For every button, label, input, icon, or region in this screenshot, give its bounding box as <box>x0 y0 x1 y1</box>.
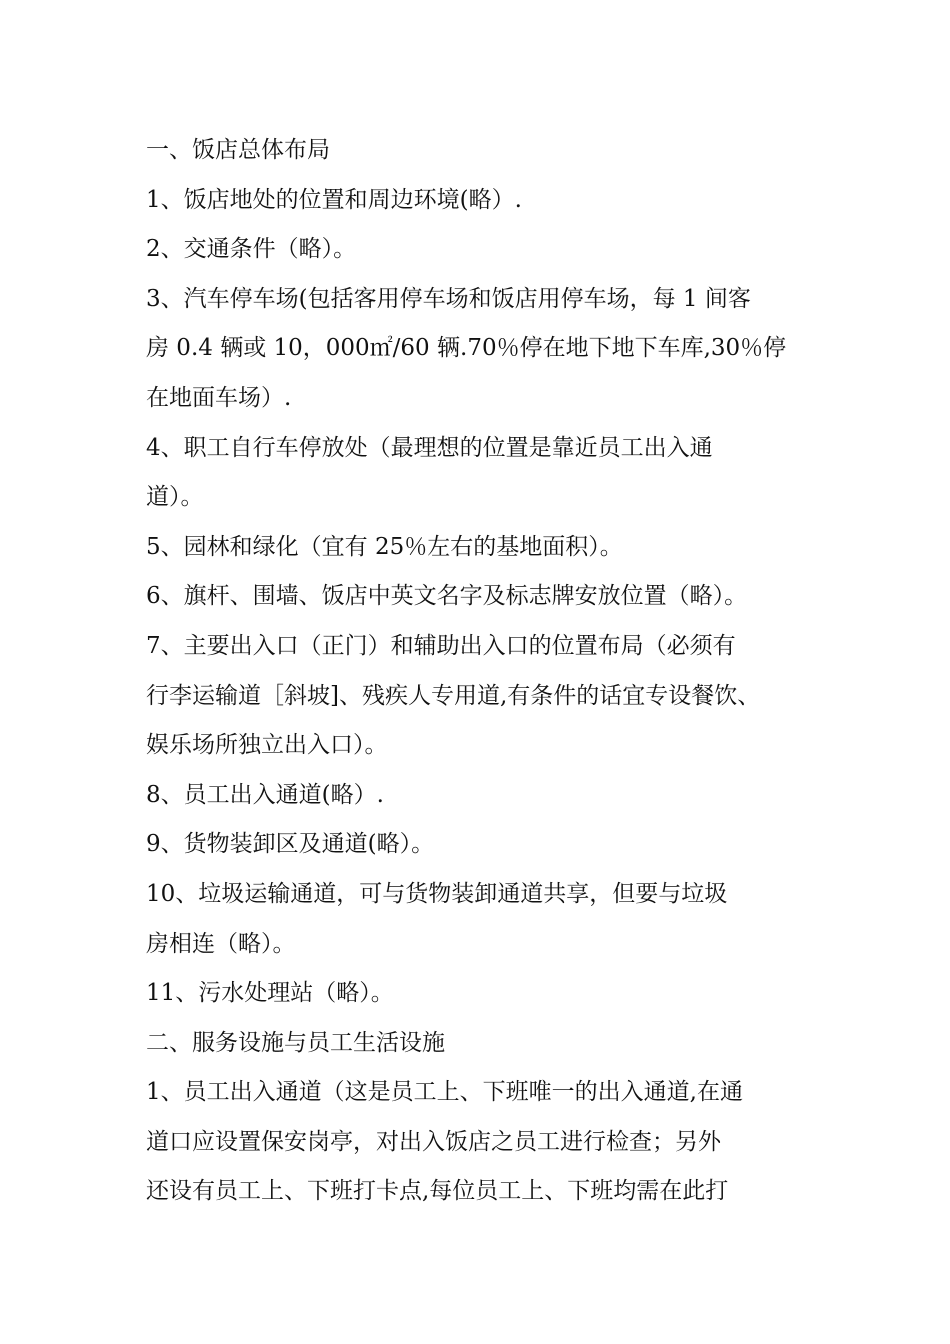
document-body <box>146 126 826 1217</box>
list-item-staff-passage <box>146 771 826 821</box>
text-line: 6、旗杆、围墙、饭店中英文名字及标志牌安放位置（略）。 <box>146 583 748 610</box>
list-item-garbage-passage <box>146 870 826 969</box>
text-line: 5、园林和绿化（宜有 25％左右的基地面积）。 <box>146 533 623 560</box>
list-item-location <box>146 176 826 226</box>
text-line: 4、职工自行车停放处（最理想的位置是靠近员工出入通 <box>146 434 713 461</box>
text-line: 11、污水处理站（略）。 <box>146 980 394 1007</box>
text-line: 7、主要出入口（正门）和辅助出入口的位置布局（必须有 <box>146 632 736 659</box>
text-line: 道）。 <box>146 484 204 511</box>
list-item-loading-area <box>146 820 826 870</box>
text-line: 9、货物装卸区及通道(略）。 <box>146 831 435 858</box>
text-line: 娱乐场所独立出入口）。 <box>146 732 388 759</box>
text-line: 房相连（略）。 <box>146 930 296 957</box>
section-heading-service-facilities <box>146 1019 826 1069</box>
list-item-staff-entrance <box>146 1068 826 1217</box>
text-line: 2、交通条件（略）。 <box>146 236 357 263</box>
text-line: 1、饭店地处的位置和周边环境(略）. <box>146 186 522 213</box>
text-line: 道口应设置保安岗亭，对出入饭店之员工进行检查；另外 <box>146 1128 721 1155</box>
text-line: 1、员工出入通道（这是员工上、下班唯一的出入通道,在通 <box>146 1079 743 1106</box>
text-line: 在地面车场）. <box>146 384 292 411</box>
list-item-landscaping <box>146 523 826 573</box>
text-line: 一、饭店总体布局 <box>146 137 330 163</box>
text-line: 房 0.4 辆或 10，000㎡/60 辆.70％停在地下地下车库,30％停 <box>146 335 787 362</box>
text-line: 10、垃圾运输通道，可与货物装卸通道共享，但要与垃圾 <box>146 880 728 907</box>
list-item-entrances <box>146 622 826 771</box>
text-line: 二、服务设施与员工生活设施 <box>146 1029 445 1056</box>
list-item-sewage-station <box>146 969 826 1019</box>
text-line: 8、员工出入通道(略）. <box>146 781 384 808</box>
list-item-transport <box>146 225 826 275</box>
text-line: 行李运输道［斜坡]、残疾人专用道,有条件的话宜专设餐饮、 <box>146 682 761 709</box>
text-line: 3、汽车停车场(包括客用停车场和饭店用停车场，每 1 间客 <box>146 285 751 312</box>
text-line: 还设有员工上、下班打卡点,每位员工上、下班均需在此打 <box>146 1178 729 1205</box>
list-item-bicycle-parking <box>146 424 826 523</box>
section-heading-overall-layout <box>146 126 826 176</box>
list-item-signage <box>146 572 826 622</box>
list-item-parking <box>146 275 826 424</box>
